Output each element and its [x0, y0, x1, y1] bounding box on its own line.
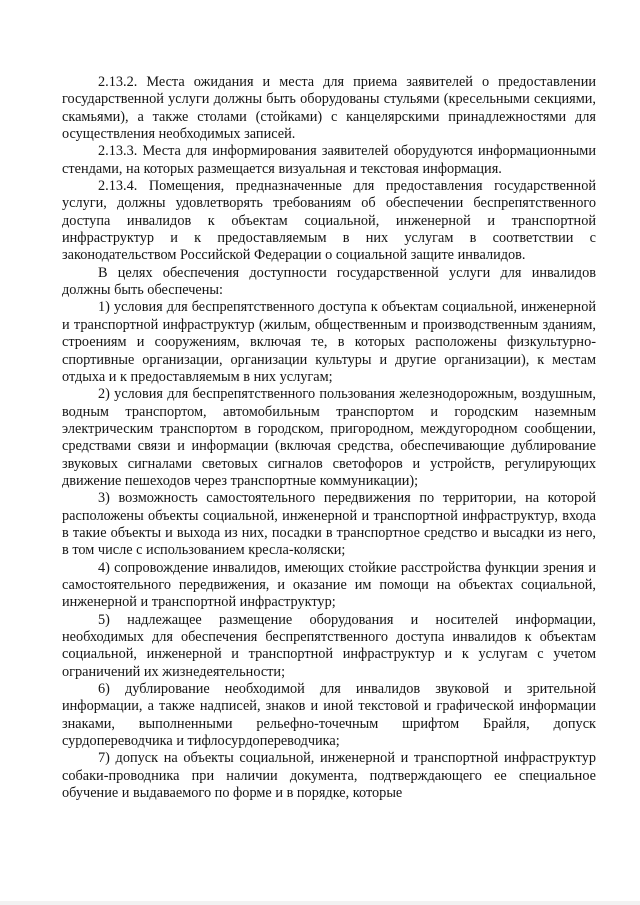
page-bottom-edge [0, 901, 640, 905]
paragraph-accessibility-intro: В целях обеспечения доступности государственной услуги для инвалидов должны быть обеспечены: [62, 264, 596, 299]
list-item-5: 5) надлежащее размещение оборудования и носителей информации, необходимых для обеспечения беспрепятственного доступа инвалидов к объектам социальной, инженерной и транспортной инфраструктур и к услугам с учетом ограничений их жизнедеятельности; [62, 611, 596, 680]
list-item-7: 7) допуск на объекты социальной, инженерной и транспортной инфраструктур собаки-проводника при наличии документа, подтверждающего ее специальное обучение и выдаваемого по форме и в порядке, которые [62, 750, 596, 802]
list-item-3: 3) возможность самостоятельного передвижения по территории, на которой расположены объекты социальной, инженерной и транспортной инфраструктур, входа в такие объекты и выхода из них, посадки в транспортное средство и высадки из него, в том числе с использованием кресла-коляски; [62, 490, 596, 559]
paragraph-2-13-3: 2.13.3. Места для информирования заявителей оборудуются информационными стендами, на которых размещается визуальная и текстовая информация. [62, 143, 596, 177]
paragraph-2-13-2: 2.13.2. Места ожидания и места для приема заявителей о предоставлении государственной услуги должны быть оборудованы стульями (кресельными секциями, скамьями), а также столами (стойками) с канцелярскими принадлежностями для осуществления необходимых записей. [62, 74, 596, 143]
list-item-2: 2) условия для беспрепятственного пользования железнодорожным, воздушным, водным транспортом, автомобильным транспортом и городским наземным электрическим транспортом в городском, пригородном, междугородном сообщении, средствами связи и информации (включая средства, обеспечивающие дублирование звуковых сигналами световых сигналов светофоров и устройств, регулирующих движение пешеходов через транспортные коммуникации); [62, 386, 596, 489]
list-item-6: 6) дублирование необходимой для инвалидов звуковой и зрительной информации, а также надписей, знаков и иной текстовой и графической информации знаками, выполненными рельефно-точечным шрифтом Брайля, допуск сурдопереводчика и тифлосурдопереводчика; [62, 681, 596, 750]
list-item-1: 1) условия для беспрепятственного доступа к объектам социальной, инженерной и транспортной инфраструктур (жилым, общественным и производственным зданиям, строениям и сооружениям, включая те, в которых расположены физкультурно-спортивные организации, организации культуры и другие организации), к местам отдыха и к предоставляемым в них услугам; [62, 299, 596, 385]
document-page [62, 74, 596, 802]
list-item-4: 4) сопровождение инвалидов, имеющих стойкие расстройства функции зрения и самостоятельного передвижения, и оказание им помощи на объектах социальной, инженерной и транспортной инфраструктур; [62, 559, 596, 611]
paragraph-2-13-4: 2.13.4. Помещения, предназначенные для предоставления государственной услуги, должны удовлетворять требованиям об обеспечении беспрепятственного доступа инвалидов к объектам социальной, инженерной и транспортной инфраструктур и к предоставляемым в них услугам в соответствии с законодательством Российской Федерации о социальной защите инвалидов. [62, 178, 596, 264]
